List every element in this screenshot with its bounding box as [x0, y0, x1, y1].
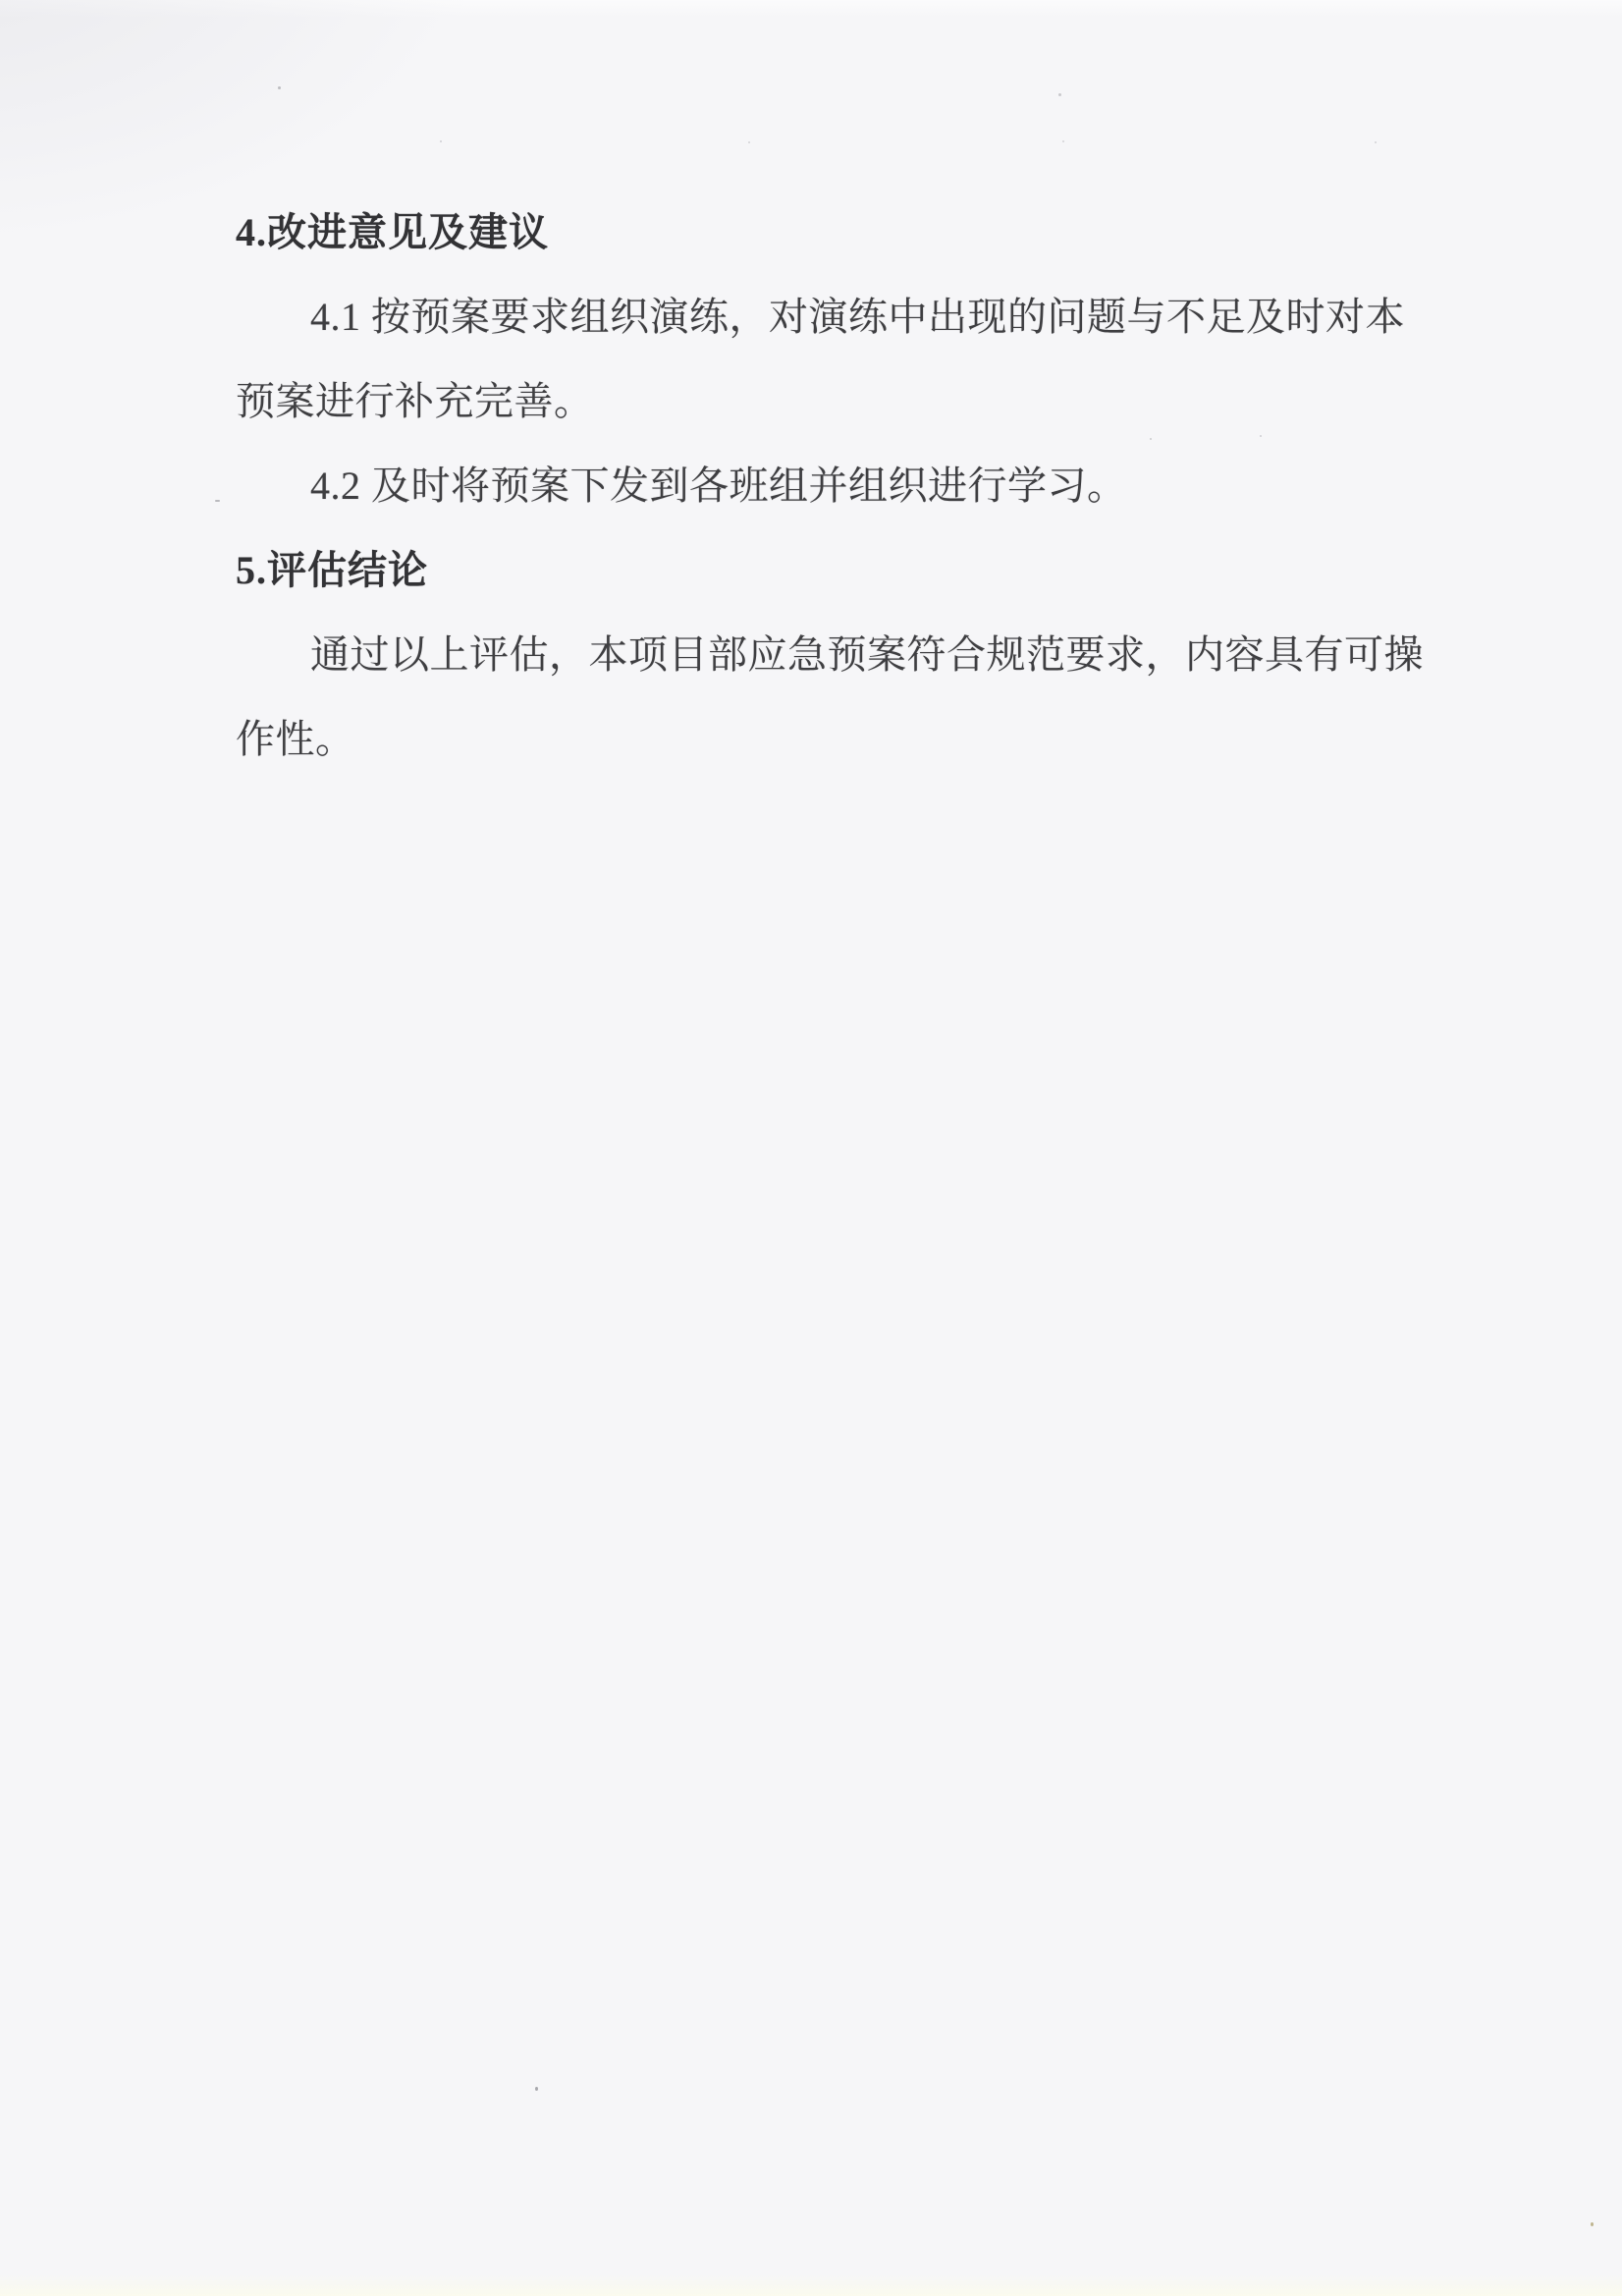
scan-speck [1062, 140, 1064, 142]
section-4-heading: 4.改进意见及建议 [236, 210, 549, 254]
scan-speck [1375, 141, 1377, 143]
section-4-paragraph-4-1-line-2: 预案进行补充完善。 [236, 379, 594, 423]
document-text [236, 191, 1424, 782]
section-5-heading: 5.评估结论 [236, 548, 428, 592]
scan-speck [215, 500, 220, 502]
section-5-paragraph-line-2: 作性。 [236, 717, 355, 761]
scan-speck [278, 86, 281, 89]
section-4-paragraph-4-2-line-1: 4.2 及时将预案下发到各班组并组织进行学习。 [310, 464, 1127, 508]
scan-speck [1260, 435, 1262, 437]
scan-speck [748, 141, 750, 143]
scan-speck [535, 2087, 538, 2091]
scan-speck [1591, 2222, 1594, 2226]
scan-speck [1150, 438, 1152, 440]
section-4-paragraph-4-1-line-1: 4.1 按预案要求组织演练，对演练中出现的问题与不足及时对本 [310, 295, 1405, 339]
scan-speck [1058, 93, 1061, 96]
section-5-paragraph-line-1: 通过以上评估，本项目部应急预案符合规范要求，内容具有可操 [310, 632, 1424, 677]
scan-speck [440, 140, 442, 142]
